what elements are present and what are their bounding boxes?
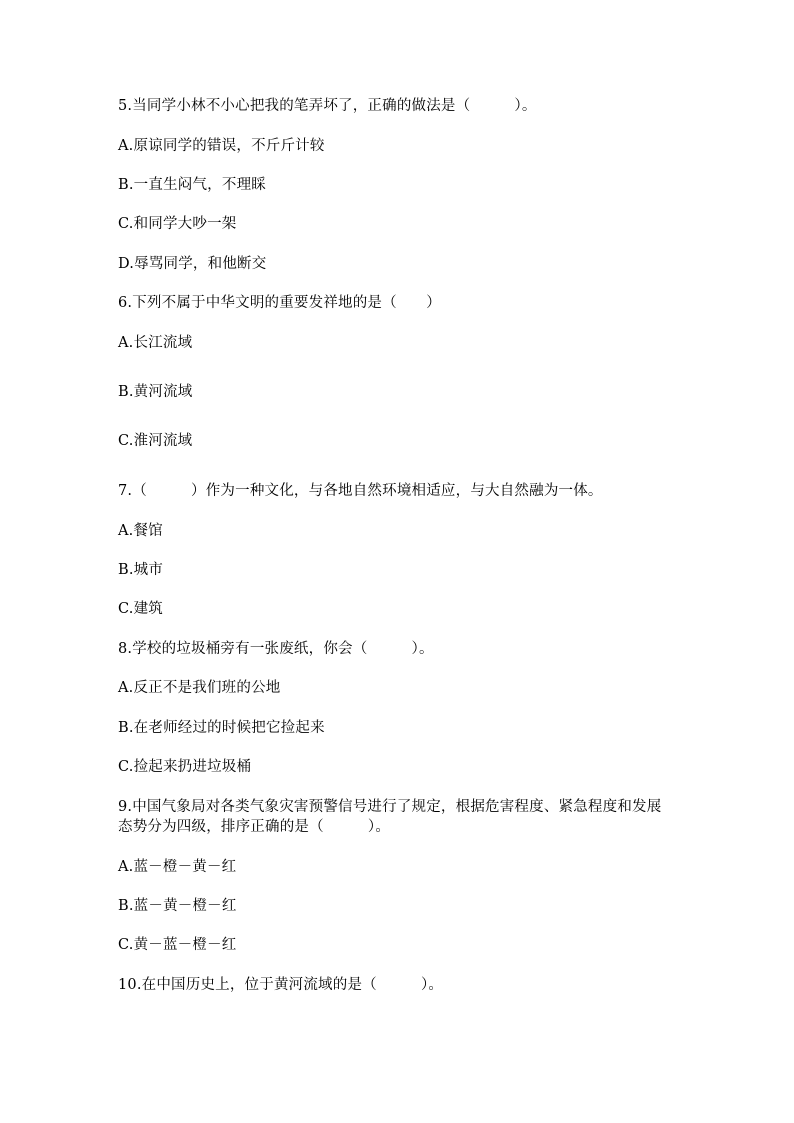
question-7-option-a: A.餐馆 (118, 523, 163, 539)
question-9-stem: 9.中国气象局对各类气象灾害预警信号进行了规定，根据危害程度、紧急程度和发展态势分为四级，排序正确的是（ ）。 (118, 799, 662, 835)
question-5-stem: 5.当同学小林不小心把我的笔弄坏了，正确的做法是（ ）。 (118, 98, 537, 114)
question-7-option-b: B.城市 (118, 562, 164, 578)
question-5-option-c: C.和同学大吵一架 (118, 216, 237, 232)
question-9-option-b: B.蓝－黄－橙－红 (118, 898, 237, 914)
question-8-stem: 8.学校的垃圾桶旁有一张废纸，你会（ ）。 (118, 641, 434, 657)
question-6-option-a: A.长江流域 (118, 335, 193, 351)
question-9-option-c: C.黄－蓝－橙－红 (118, 937, 237, 953)
question-7-stem: 7.（ ）作为一种文化，与各地自然环境相适应，与大自然融为一体。 (118, 483, 603, 499)
question-7-option-c: C.建筑 (118, 601, 163, 617)
question-5-option-d: D.辱骂同学，和他断交 (118, 256, 267, 272)
question-10-stem: 10.在中国历史上，位于黄河流域的是（ ）。 (118, 977, 444, 993)
question-6-option-b: B.黄河流域 (118, 384, 193, 400)
question-9-option-a: A.蓝－橙－黄－红 (118, 859, 237, 875)
question-8-option-c: C.捡起来扔进垃圾桶 (118, 759, 252, 775)
question-6-option-c: C.淮河流域 (118, 433, 193, 449)
question-8-option-a: A.反正不是我们班的公地 (118, 680, 281, 696)
question-5-option-b: B.一直生闷气，不理睬 (118, 177, 266, 193)
question-6-stem: 6.下列不属于中华文明的重要发祥地的是（ ） (118, 295, 441, 311)
question-5-option-a: A.原谅同学的错误，不斤斤计较 (118, 138, 325, 154)
question-8-option-b: B.在老师经过的时候把它捡起来 (118, 720, 325, 736)
